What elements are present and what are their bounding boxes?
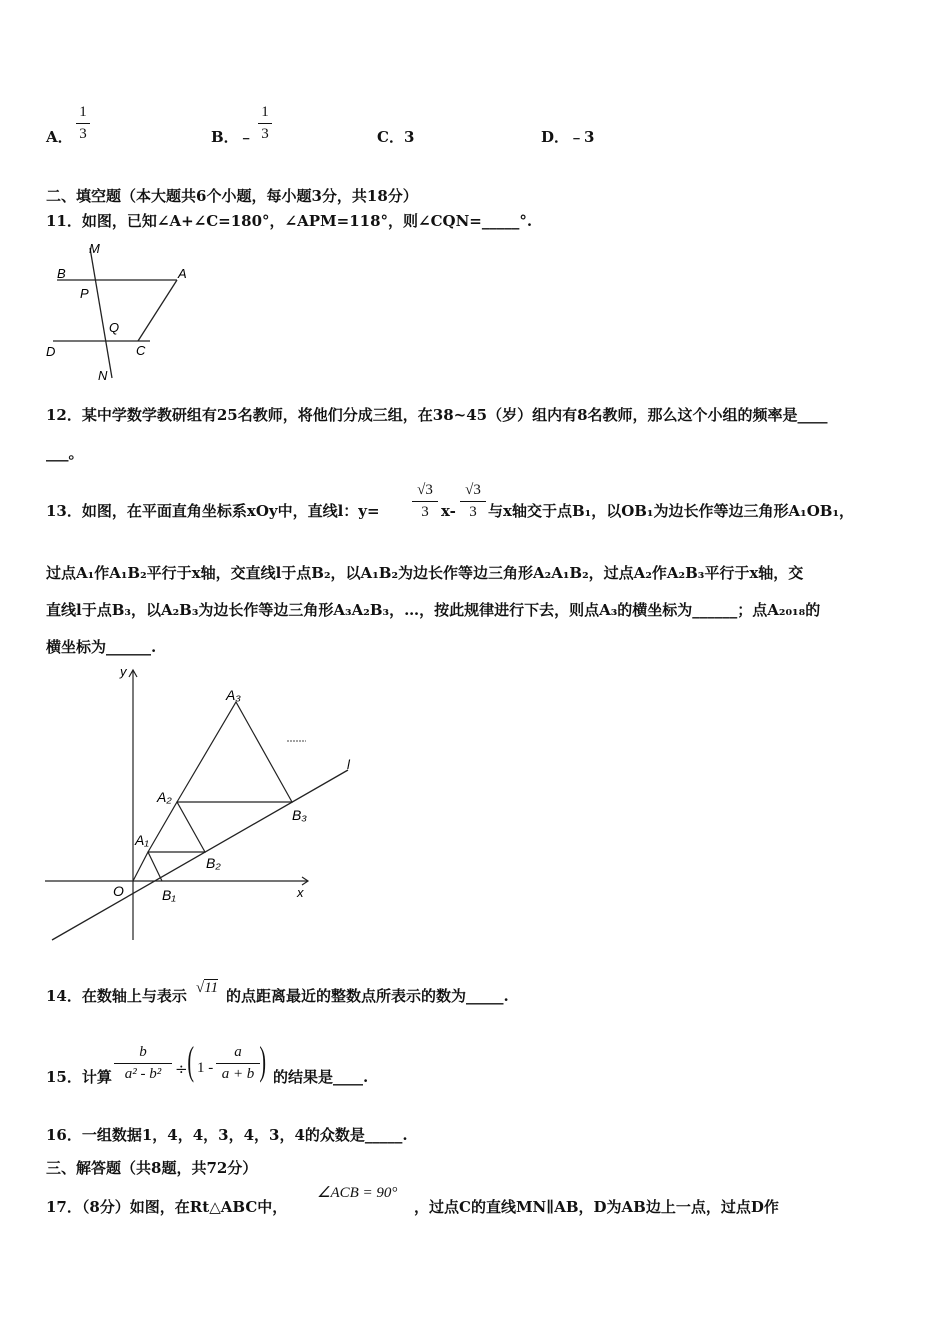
- label-a1: A₁: [135, 832, 149, 848]
- label-q: Q: [109, 320, 120, 335]
- label-a: A: [178, 266, 187, 281]
- label-b3: B₃: [292, 807, 307, 823]
- q15-fraction-2: $\frac{a}{a + b}$: [216, 1044, 260, 1083]
- q12-line2: ___。: [46, 444, 84, 462]
- option-b-fraction: $\frac{1}{3}$: [258, 104, 272, 143]
- option-a-fraction: $\frac{1}{3}$: [76, 104, 90, 143]
- label-d: D: [46, 344, 56, 359]
- label-y: y: [120, 664, 127, 679]
- label-c: C: [136, 343, 146, 358]
- label-p: P: [80, 286, 89, 301]
- q15-pre: 15．计算: [46, 1068, 112, 1086]
- q14-post: 的点距离最近的整数点所表示的数为_____.: [226, 987, 509, 1005]
- q15-post: 的结果是____.: [273, 1068, 369, 1086]
- q15-fraction-1: $\frac{b}{\text{a² - b²}}$: [114, 1044, 172, 1083]
- q17-post: ，过点C的直线MN∥AB，D为AB边上一点，过点D作: [414, 1198, 779, 1216]
- label-l: l: [347, 757, 350, 772]
- label-x: x: [297, 885, 304, 900]
- line-l: [52, 770, 348, 940]
- q15-left-paren: (: [187, 1038, 194, 1083]
- label-b: B: [57, 266, 66, 281]
- option-c: C．3: [377, 128, 415, 146]
- q17-angle: ∠ACB = 90°: [317, 1185, 398, 1201]
- label-n: N: [98, 368, 108, 383]
- q14-pre: 14．在数轴上与表示: [46, 987, 187, 1005]
- transversal-mn: [90, 248, 112, 378]
- q16-text: 16．一组数据1，4，4，3，4，3，4的众数是_____.: [46, 1126, 408, 1144]
- option-a-label: A．: [46, 128, 73, 146]
- option-b-label: B．﹣: [211, 128, 254, 146]
- q11-figure: [40, 238, 200, 386]
- label-a2: A₂: [157, 789, 172, 805]
- label-b2: B₂: [206, 855, 221, 871]
- segment-ac: [138, 280, 177, 341]
- section3-heading: 三、解答题（共8题，共72分）: [46, 1159, 258, 1177]
- triangle-1: [133, 852, 162, 881]
- q14-sqrt: √11: [196, 980, 219, 996]
- q15-one-minus: 1 -: [197, 1060, 214, 1076]
- q17-pre: 17．（8分）如图，在Rt△ABC中，: [46, 1198, 288, 1216]
- q11-text: 11．如图，已知∠A+∠C=180°，∠APM=118°，则∠CQN=_____°.: [46, 212, 533, 230]
- label-o: O: [113, 883, 124, 899]
- section2-heading: 二、填空题（本大题共6个小题，每小题3分，共18分）: [46, 187, 418, 205]
- q13-post: 与x轴交于点B₁，以OB₁为边长作等边三角形A₁OB₁，: [488, 502, 855, 520]
- triangle-2: [148, 802, 205, 852]
- q13-fraction-2: $\frac{√3}{3}$: [460, 482, 486, 521]
- label-b1: B₁: [162, 887, 176, 903]
- q13-line3: 直线l于点B₃，以A₂B₃为边长作等边三角形A₃A₂B₃，…，按此规律进行下去，则点A₃的横坐标为______；点A₂₀₁₈的: [46, 601, 821, 619]
- q13-pre: 13．如图，在平面直角坐标系xOy中，直线l：y=: [46, 502, 380, 520]
- q13-line2: 过点A₁作A₁B₂平行于x轴，交直线l于点B₂，以A₁B₂为边长作等边三角形A₂A₁B₂，过点A₂作A₂B₃平行于x轴，交: [46, 564, 804, 582]
- q13-line4: 横坐标为______.: [46, 638, 157, 656]
- q12-line1: 12．某中学数学教研组有25名教师，将他们分成三组，在38~45（岁）组内有8名教师，那么这个小组的频率是____: [46, 406, 828, 424]
- label-m: M: [89, 241, 100, 256]
- q15-divide: ÷: [175, 1060, 188, 1078]
- triangle-3: [177, 702, 292, 802]
- q13-fraction-1: $\frac{√3}{3}$: [412, 482, 438, 521]
- option-d: D．﹣3: [541, 128, 595, 146]
- q15-right-paren: ): [259, 1038, 266, 1083]
- label-a3: A₃: [226, 687, 241, 703]
- q13-figure: [40, 662, 370, 947]
- q13-mid: x-: [441, 502, 456, 520]
